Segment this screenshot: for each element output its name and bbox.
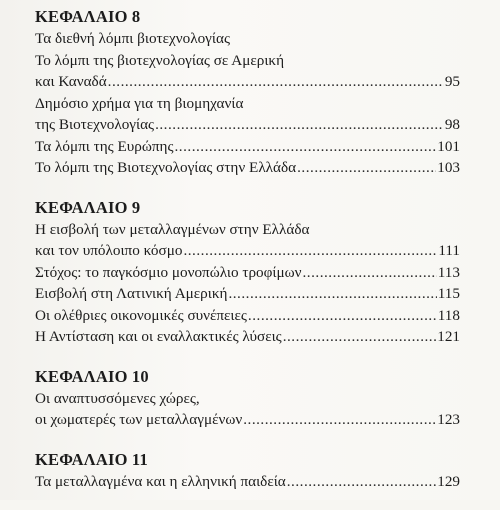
- chapter-heading: ΚΕΦΑΛΑΙΟ 11: [35, 449, 148, 469]
- dot-leader: [248, 305, 437, 327]
- entry-title-line: Τα λόμπι της Ευρώπης: [35, 137, 174, 155]
- toc-entry-last-line: [35, 262, 460, 284]
- page-number: 111: [438, 242, 460, 259]
- entry-title-line: και τον υπόλοιπο κόσμο: [35, 242, 183, 259]
- chapter-section: [35, 197, 460, 348]
- entry-title-line: Οι ολέθριες οικονομικές συνέπειες: [35, 306, 247, 324]
- toc-entry: [35, 219, 460, 262]
- chapter-section: [35, 449, 460, 493]
- entry-title-line: Εισβολή στη Λατινική Αμερική: [35, 285, 228, 302]
- dot-leader: [303, 262, 437, 284]
- entry-title-line: Οι αναπτυσσόμενες χώρες,: [35, 389, 200, 407]
- page-number: 121: [437, 328, 460, 345]
- page-number: 98: [444, 116, 460, 133]
- page-number: 113: [437, 263, 460, 281]
- dot-leader: [108, 71, 444, 93]
- toc-entry: [35, 283, 460, 305]
- toc-entry-last-line: [35, 409, 460, 431]
- toc-entry: [35, 157, 460, 179]
- page-number: 103: [437, 159, 460, 176]
- chapter-section: [35, 6, 460, 179]
- entry-title-line: της Βιοτεχνολογίας: [35, 116, 155, 133]
- dot-leader: [228, 283, 436, 305]
- page-number: 123: [437, 411, 460, 428]
- dot-leader: [287, 471, 436, 493]
- toc-entry: [35, 326, 460, 348]
- toc-entry-last-line: [35, 157, 460, 179]
- toc-entry-last-line: [35, 114, 460, 136]
- toc-entry-last-line: [35, 471, 460, 493]
- dot-leader: [297, 157, 436, 179]
- entry-title-line: Τα μεταλλαγμένα και η ελληνική παιδεία: [35, 472, 286, 490]
- chapter-section: [35, 366, 460, 431]
- toc-entry: [35, 305, 460, 327]
- dot-leader: [155, 114, 444, 136]
- entry-title-line: Το λόμπι της βιοτεχνολογίας σε Αμερική: [35, 51, 285, 69]
- chapter-heading: ΚΕΦΑΛΑΙΟ 8: [35, 7, 141, 26]
- toc-entry: [35, 50, 460, 93]
- entry-title-line: Τα διεθνή λόμπι βιοτεχνολογίας: [35, 30, 230, 47]
- page-number: 129: [437, 472, 460, 490]
- dot-leader: [183, 240, 437, 262]
- toc-entry: [35, 262, 460, 284]
- toc-entry: [35, 388, 460, 431]
- entry-title-line: Στόχος: το παγκόσμιο μονοπώλιο τροφίμων: [35, 263, 302, 281]
- toc-entry-last-line: [35, 305, 460, 327]
- page-number: 115: [437, 285, 460, 302]
- toc-entry-last-line: [35, 326, 460, 348]
- entry-title-line: οι χωματερές των μεταλλαγμένων: [35, 411, 243, 428]
- entry-title-line: Το λόμπι της Βιοτεχνολογίας στην Ελλάδα: [35, 159, 297, 176]
- chapter-heading: ΚΕΦΑΛΑΙΟ 10: [35, 366, 149, 386]
- toc-entry: [35, 28, 460, 50]
- toc-entry: [35, 93, 460, 136]
- entry-title-line: Η Αντίσταση και οι εναλλακτικές λύσεις: [35, 328, 282, 345]
- entry-title-line: Δημόσιο χρήμα για τη βιομηχανία: [35, 94, 244, 112]
- page-number: 95: [444, 73, 460, 90]
- entry-title-line: Η εισβολή των μεταλλαγμένων στην Ελλάδα: [35, 220, 310, 238]
- toc-entry-last-line: [35, 136, 460, 158]
- toc-entry-last-line: [35, 240, 460, 262]
- toc-entry: [35, 471, 460, 493]
- entry-title-line: και Καναδά: [35, 73, 107, 90]
- page-number: 118: [437, 306, 460, 324]
- toc-entry-last-line: [35, 283, 460, 305]
- dot-leader: [283, 326, 437, 348]
- table-of-contents: [35, 6, 460, 510]
- toc-entry: [35, 136, 460, 158]
- dot-leader: [243, 409, 436, 431]
- page-number: 101: [437, 137, 460, 155]
- toc-entry-last-line: [35, 71, 460, 93]
- chapter-heading: ΚΕΦΑΛΑΙΟ 9: [35, 197, 141, 217]
- dot-leader: [175, 136, 437, 158]
